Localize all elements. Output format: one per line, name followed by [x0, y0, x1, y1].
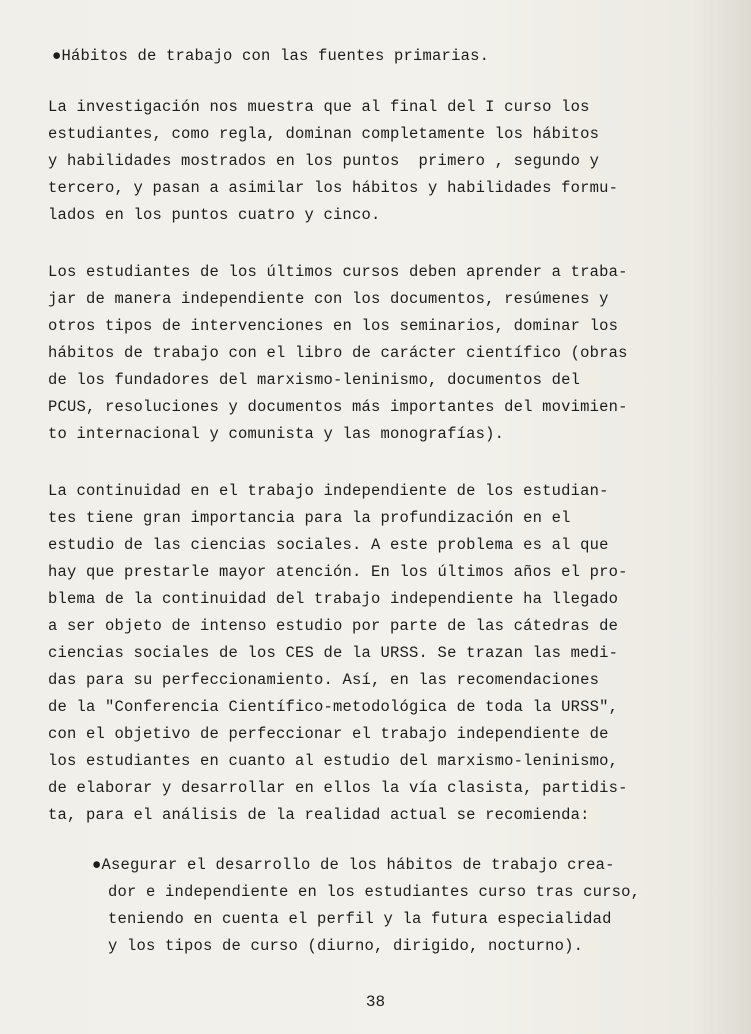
bullet-line: y los tipos de curso (diurno, dirigido, nocturno).	[108, 937, 584, 955]
section-heading: ●Hábitos de trabajo con las fuentes primarias.	[52, 47, 490, 65]
paragraph-line: y habilidades mostrados en los puntos primero , segundo y	[48, 152, 600, 170]
paragraph-line: ciencias sociales de los CES de la URSS. Se trazan las medi-	[48, 644, 619, 662]
paragraph-line: das para su perfeccionamiento. Así, en las recomendaciones	[48, 671, 600, 689]
paragraph-line: hay que prestarle mayor atención. En los últimos años el pro-	[48, 563, 628, 581]
paragraph-line: tercero, y pasan a asimilar los hábitos y habilidades formu-	[48, 179, 619, 197]
paragraph-line: los estudiantes en cuanto al estudio del marxismo-leninismo,	[48, 752, 619, 770]
paragraph-line: estudiantes, como regla, dominan completamente los hábitos	[48, 125, 600, 143]
paragraph-line: lados en los puntos cuatro y cinco.	[48, 206, 381, 224]
paragraph-line: blema de la continuidad del trabajo independiente ha llegado	[48, 590, 619, 608]
paragraph-line: de elaborar y desarrollar en ellos la vía clasista, partidis-	[48, 779, 628, 797]
paragraph-line: jar de manera independiente con los documentos, resúmenes y	[48, 290, 609, 308]
paragraph-line: tes tiene gran importancia para la profundización en el	[48, 509, 571, 527]
paragraph-line: PCUS, resoluciones y documentos más importantes del movimien-	[48, 398, 628, 416]
paragraph-line: con el objetivo de perfeccionar el trabajo independiente de	[48, 725, 609, 743]
paragraph-line: de la "Conferencia Científico-metodológica de toda la URSS",	[48, 698, 619, 716]
paragraph-line: a ser objeto de intenso estudio por parte de las cátedras de	[48, 617, 619, 635]
paragraph-line: La continuidad en el trabajo independiente de los estudian-	[48, 482, 609, 500]
paragraph-line: to internacional y comunista y las monografías).	[48, 425, 505, 443]
paragraph-line: ta, para el análisis de la realidad actual se recomienda:	[48, 806, 590, 824]
bullet-line: dor e independiente en los estudiantes curso tras curso,	[108, 883, 641, 901]
paragraph-line: La investigación nos muestra que al final del I curso los	[48, 98, 590, 116]
paragraph-line: otros tipos de intervenciones en los seminarios, dominar los	[48, 317, 619, 335]
bullet-line: ●Asegurar el desarrollo de los hábitos de trabajo crea-	[92, 856, 615, 874]
paragraph-line: estudio de las ciencias sociales. A este problema es al que	[48, 536, 609, 554]
paragraph-line: Los estudiantes de los últimos cursos deben aprender a traba-	[48, 263, 628, 281]
bullet-line: teniendo en cuenta el perfil y la futura especialidad	[108, 910, 612, 928]
page-number: 38	[365, 993, 386, 1011]
paragraph-line: de los fundadores del marxismo-leninismo, documentos del	[48, 371, 581, 389]
paragraph-line: hábitos de trabajo con el libro de carácter científico (obras	[48, 344, 628, 362]
